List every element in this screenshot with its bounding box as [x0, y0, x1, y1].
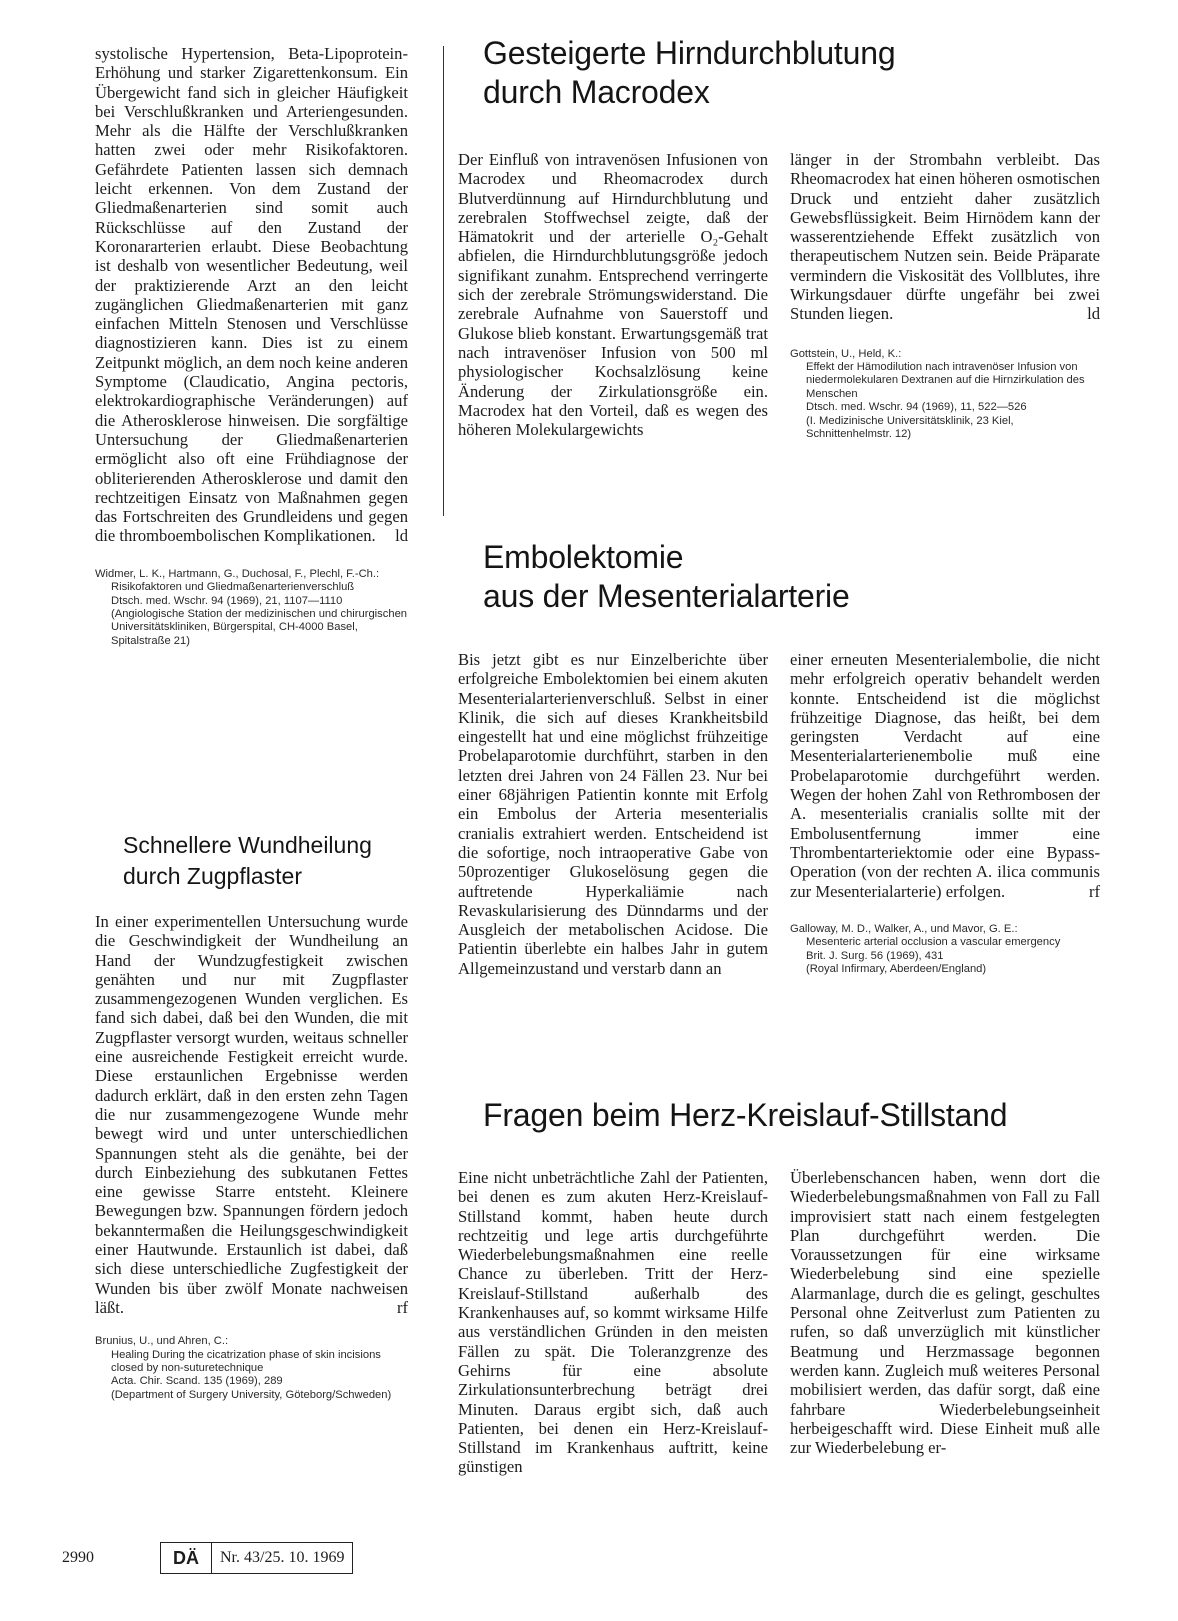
page-number: 2990	[62, 1549, 94, 1566]
author-signature: rf	[396, 1297, 408, 1317]
headline-line-2: durch Zugpflaster	[123, 863, 302, 889]
reference-title: Risikofaktoren und Gliedmaßenarterienverschluß	[111, 581, 355, 594]
article-column-1	[458, 1168, 768, 1477]
article-body-text: Überlebenschancen haben, wenn dort die Wiederbelebungsmaßnahmen von Fall zu Fall improvisiert statt nach einem festgelegten Plan durchgeführt werden. Die Voraussetzungen für eine wirksame Wiederbelebung sind eine spezielle Alarmanlage, durch die es gelingt, geschultes Personal ohne Zeitverlust zum Patienten zu rufen, so daß unverzüglich mit künstlicher Beatmung und Herzmassage begonnen werden kann. Zugleich muß weiteres Personal mobilisiert werden, das dafür sorgt, daß eine fahrbare Wiederbelebungseinheit herbeigeschafft wird. Diese Einheit muß alle zur Wiederbelebung er-	[790, 1168, 1100, 1458]
column-divider	[443, 46, 444, 516]
article-body	[790, 150, 1100, 324]
article-column-2	[790, 650, 1100, 976]
article-macrodex	[483, 34, 1123, 112]
article-embolektomie	[483, 538, 1123, 616]
article-body-text: länger in der Strombahn verbleibt. Das Rheomacrodex hat einen höheren osmotischen Druck und entzieht daher zusätzlich Gewebsflüssigkeit. Beim Hirnödem kann der wasserentziehende Effekt zusätzlich von therapeutischem Nutzen sein. Beide Präparate vermindern die Viskosität des Vollblutes, ihre Wirkungsdauer dürfte ungefähr bei zwei Stunden liegen.	[790, 150, 1100, 324]
article-body-text: einer erneuten Mesenterialembolie, die nicht mehr erfolgreich operativ behandelt werden konnte. Entscheidend ist die möglichst frühzeitige Diagnose, das heißt, bei dem geringsten Verdacht auf eine Mesenterialarterienembolie muß eine Probelaparotomie durchgeführt werden. Wegen der hohen Zahl von Rethrombosen der A. mesenterialis cranialis sollte mit der Embolusentfernung immer eine Thrombentarteriektomie oder eine Bypass-Operation (von der rechten A. ilica communis zur Mesenterialarterie) erfolgen.	[790, 650, 1100, 901]
reference-block	[790, 923, 1100, 977]
reference-citation: Dtsch. med. Wschr. 94 (1969), 11, 522—526	[806, 401, 1027, 414]
article-body-text: Der Einfluß von intravenösen Infusionen von Macrodex und Rheomacrodex durch Blutverdünnung auf Hirndurchblutung und zerebralen Stoffwechsel zeigte, daß der Hämatokrit und der arterielle O₂-Gehalt abfielen, die Hirndurchblutungsgröße jedoch signifikant zunahm. Entsprechend verringerte sich der zerebrale Strömungswiderstand. Die zerebrale Aufnahme von Sauerstoff und Glukose blieb konstant. Erwartungsgemäß trat nach intravenöser Infusion von 500 ml physiologischer Kochsalzlösung keine Änderung der Zirkulationsgröße ein. Macrodex hat den Vorteil, daß es wegen des höheren Molekulargewichts	[458, 150, 768, 440]
headline-line-2: aus der Mesenterialarterie	[483, 578, 850, 614]
headline-line-1: Schnellere Wundheilung	[123, 832, 372, 858]
article-column-2	[790, 1168, 1100, 1457]
issue-box	[160, 1542, 353, 1574]
reference-institution: (I. Medizinische Universitätsklinik, 23 Kiel, Schnittenhelmstr. 12)	[806, 414, 1014, 441]
issue-number: Nr. 43/25. 10. 1969	[220, 1549, 345, 1566]
article-headline	[483, 34, 1123, 112]
article-headline	[483, 538, 1123, 616]
reference-block	[95, 1335, 408, 1402]
article-column-2	[790, 150, 1100, 442]
reference-citation: Dtsch. med. Wschr. 94 (1969), 21, 1107—1110	[111, 594, 343, 607]
article-body-text: Bis jetzt gibt es nur Einzelberichte über erfolgreiche Embolektomien bei einem akuten Mesenterialarterienverschluß. Selbst in einer Klinik, die sich auf dieses Krankheitsbild eingestellt hat und eine möglichst frühzeitige Probelaparotomie durchführt, starben in den letzten drei Jahren von 24 Fällen 23. Nur bei einer 68jährigen Patientin konnte mit Erfolg ein Embolus der Arteria mesenterialis cranialis extrahiert werden. Entscheidend ist die sofortige, noch intraoperative Gabe von 50prozentiger Glukoselösung gegen die auftretende Hyperkaliämie nach Revaskularisierung des Dünndarms und der Ausgleich der metabolischen Acidose. Die Patientin überlebte ein halbes Jahr in gutem Allgemeinzustand und verstarb dann an	[458, 650, 768, 978]
headline-line-1: Gesteigerte Hirndurchblutung	[483, 35, 896, 71]
article-headline: Fragen beim Herz-Kreislauf-Stillstand	[483, 1097, 1008, 1133]
continued-article	[95, 44, 408, 648]
continued-article-text: systolische Hypertension, Beta-Lipoprotein-Erhöhung und starker Zigarettenkonsum. Ein Übergewicht fand sich in gleicher Häufigkeit bei Verschlußkranken und Arteriengesunden. Mehr als die Hälfte der Verschlußkranken hatten zwei oder mehr Risikofaktoren. Gefährdete Patienten lassen sich demnach leicht erkennen. Von dem Zustand der Gliedmaßenarterien sind somit auch Rückschlüsse auf den Zustand der Koronararterien erlaubt. Diese Beobachtung ist deshalb von wesentlicher Bedeutung, weil der praktizierende Arzt an den leicht zugänglichen Gliedmaßenarterien mit ganz einfachen Mitteln Stenosen und Verschlüsse diagnostizieren kann. Dies ist zu einem Zeitpunkt möglich, an dem noch keine anderen Symptome (Claudicatio, Angina pectoris, elektrokardiographische Veränderungen) auf die Atherosklerose hinweisen. Die sorgfältige Untersuchung der Gliedmaßenarterien ermöglicht also oft eine Frühdiagnose der obliterierenden Atherosklerose und damit den rechtzeitigen Einsatz von Maßnahmen gegen das Fortschreiten des Grundleidens und gegen die thromboembolischen Komplikationen.	[95, 44, 408, 546]
reference-authors: Galloway, M. D., Walker, A., und Mavor, G. E.:	[790, 922, 1018, 935]
headline-line-2: durch Macrodex	[483, 74, 710, 110]
reference-institution: (Department of Surgery University, Göteborg/Schweden)	[111, 1388, 392, 1401]
reference-title: Healing During the cicatrization phase of skin incisions closed by non-suturetechnique	[111, 1348, 381, 1375]
reference-citation: Brit. J. Surg. 56 (1969), 431	[806, 949, 944, 962]
article-column-1	[458, 650, 768, 978]
reference-block	[95, 568, 408, 648]
article-body-text: Eine nicht unbeträchtliche Zahl der Patienten, bei denen es zum akuten Herz-Kreislauf-Stillstand kommt, haben heute durch rechtzeitig und lege artis durchgeführte Wiederbelebungsmaßnahmen eine reelle Chance zu überleben. Tritt der Herz-Kreislauf-Stillstand außerhalb des Krankenhauses auf, so kommt wirksame Hilfe aus verständlichen Gründen in den meisten Fällen zu spät. Die Toleranzgrenze des Gehirns für eine absolute Zirkulationsunterbrechung beträgt drei Minuten. Daraus ergibt sich, daß auch Patienten, bei denen ein Herz-Kreislauf-Stillstand im Krankenhaus auftritt, keine günstigen	[458, 1168, 768, 1477]
article-herz-kreislauf	[483, 1096, 1123, 1135]
reference-block	[790, 348, 1100, 442]
article-body	[95, 912, 408, 1317]
reference-authors: Widmer, L. K., Hartmann, G., Duchosal, F., Plechl, F.-Ch.:	[95, 567, 380, 580]
article-column-1	[458, 150, 768, 439]
page-footer	[62, 1544, 353, 1572]
reference-institution: (Angiologische Station der medizinischen und chirurgischen Universitätskliniken, Bürgerspital, CH-4000 Basel, Spitalstraße 21)	[111, 607, 408, 647]
headline-line-1: Embolektomie	[483, 539, 684, 575]
author-signature: ld	[1087, 304, 1100, 324]
reference-title: Effekt der Hämodilution nach intravenöser Infusion von niedermolekularen Dextranen auf die Hirnzirkulation des Menschen	[806, 361, 1085, 400]
reference-citation: Acta. Chir. Scand. 135 (1969), 289	[111, 1375, 283, 1388]
article-body	[790, 650, 1100, 901]
continued-article-body	[95, 44, 408, 546]
journal-logo: DÄ	[161, 1543, 212, 1573]
reference-institution: (Royal Infirmary, Aberdeen/England)	[806, 963, 987, 976]
reference-authors: Gottstein, U., Held, K.:	[790, 347, 902, 360]
article-body-text: In einer experimentellen Untersuchung wurde die Geschwindigkeit der Wundheilung an Hand der Wundzugfestigkeit zwischen genähten und nur mit Zugpflaster zusammengezogenen Wunden verglichen. Es fand sich dabei, daß bei den Wunden, die mit Zugpflaster versorgt wurden, weitaus schneller eine ausreichende Festigkeit erreicht wurde. Diese erstaunlichen Ergebnisse werden dadurch erklärt, daß in den ersten zehn Tagen die nur zusammengezogene Wunde mehr bewegt wird und unter unterschiedlichen Spannungen steht als die genähte, bei der durch Einbeziehung des subkutanen Fettes eine gewisse Starre entsteht. Kleinere Bewegungen bzw. Spannungen fördern jedoch bekanntermaßen die Heilungsgeschwindigkeit einer Hautwunde. Erstaunlich ist dabei, daß sich diese unterschiedliche Zugfestigkeit der Wunden bis über zwölf Monate nachweisen läßt.	[95, 912, 408, 1317]
reference-title: Mesenteric arterial occlusion a vascular emergency	[806, 936, 1061, 949]
author-signature: rf	[1088, 881, 1100, 901]
article-wundheilung	[95, 830, 408, 1402]
article-headline	[95, 830, 408, 892]
reference-authors: Brunius, U., und Ahren, C.:	[95, 1335, 229, 1348]
author-signature: ld	[395, 526, 408, 546]
